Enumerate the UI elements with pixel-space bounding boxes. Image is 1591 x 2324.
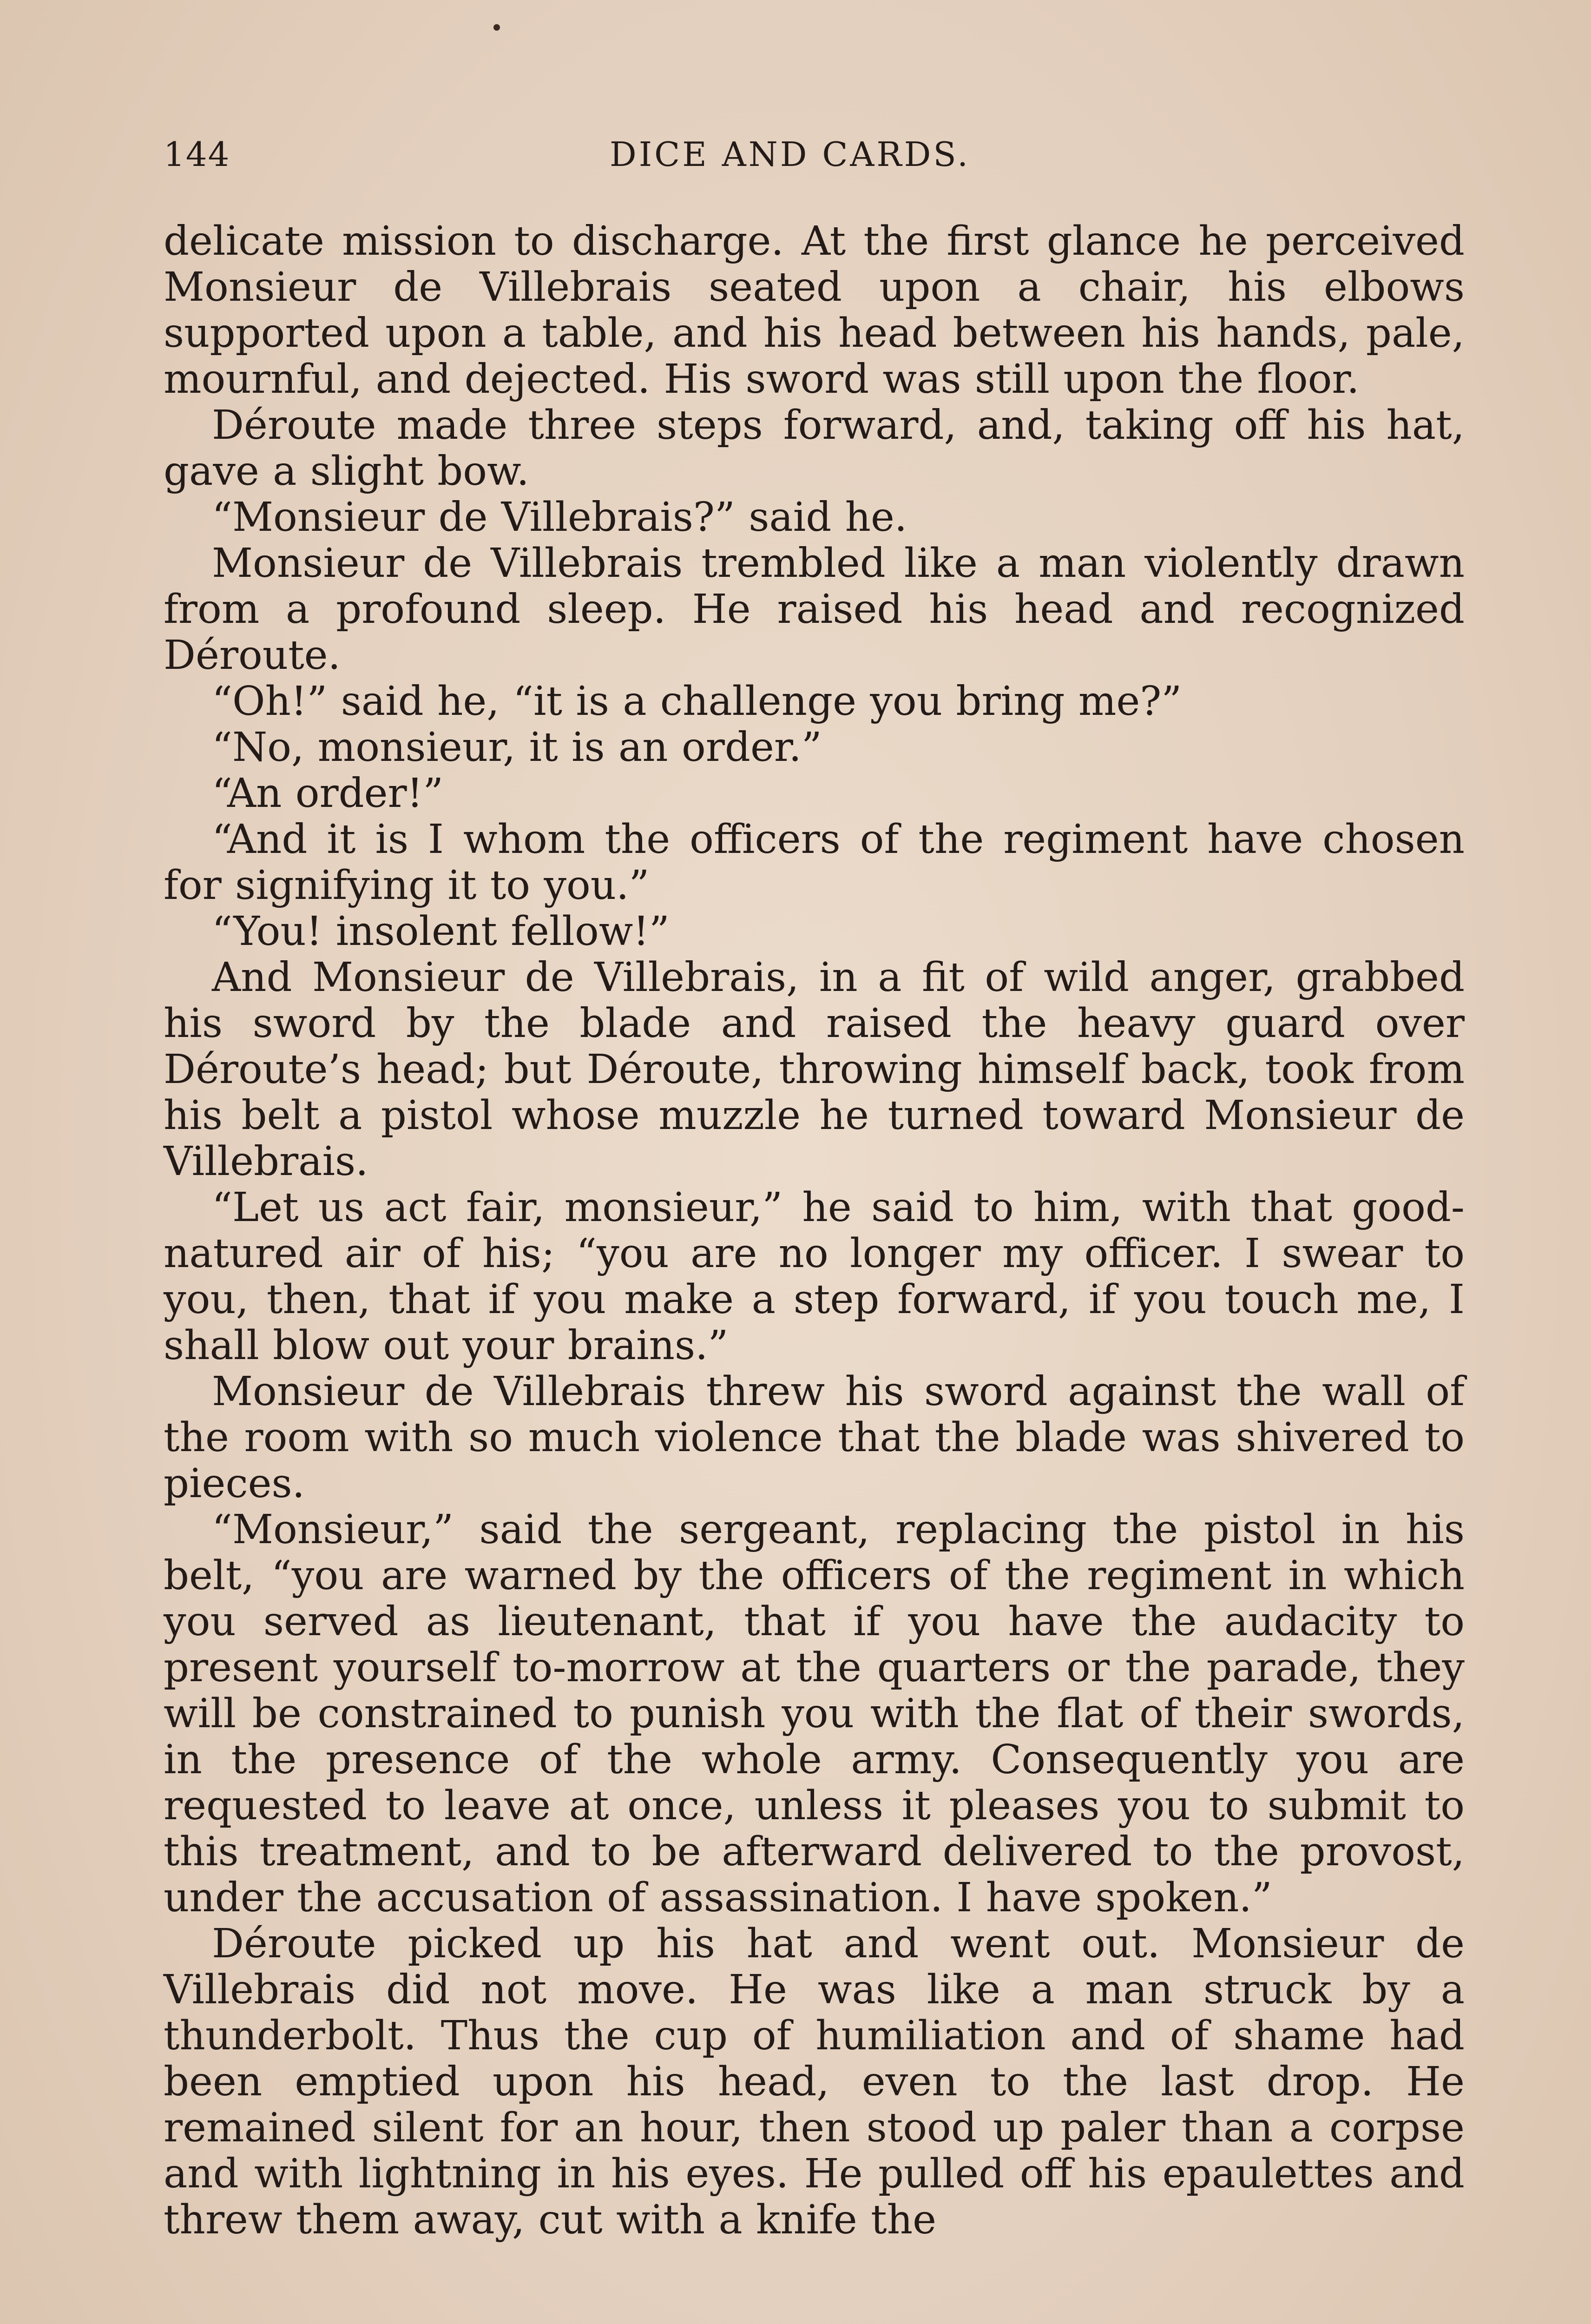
- paragraph: “Monsieur,” said the sergeant, replacing the pistol in his belt, “you are warned by the officers of the regiment in which you served as lieutenant, that if you have the audacity to present yourself to-morrow at the quarters or the parade, they will be constrained to punish you with the flat of their swords, in the presence of the whole army. Consequently you are requested to leave at once, unless it pleases you to submit to this treatment, and to be afterward delivered to the provost, under the accusation of assassination. I have spoken.”: [164, 1506, 1465, 1921]
- paragraph: Monsieur de Villebrais trembled like a man violently drawn from a profound sleep. He raised his head and recognized Déroute.: [164, 540, 1465, 679]
- paragraph: delicate mission to discharge. At the first glance he perceived Monsieur de Villebrais seated upon a chair, his elbows supported upon a table, and his head between his hands, pale, mournful, and dejected. His sword was still upon the floor.: [164, 218, 1465, 403]
- paragraph: “And it is I whom the officers of the regiment have chosen for signifying it to you.”: [164, 816, 1465, 909]
- paragraph: “Oh!” said he, “it is a challenge you bring me?”: [212, 678, 1182, 725]
- running-title: DICE AND CARDS.: [610, 135, 970, 174]
- paragraph: “An order!”: [212, 770, 444, 817]
- paragraph: And Monsieur de Villebrais, in a fit of wild anger, grabbed his sword by the blade and raised the heavy guard over Déroute’s head; but Déroute, throwing himself back, took from his belt a pistol whose muzzle he turned toward Monsieur de Villebrais.: [164, 954, 1465, 1185]
- paragraph: Monsieur de Villebrais threw his sword against the wall of the room with so much violence that the blade was shivered to pieces.: [164, 1368, 1465, 1507]
- paragraph: “No, monsieur, it is an order.”: [212, 724, 822, 771]
- ink-speck: [493, 24, 500, 31]
- paragraph: “Let us act fair, monsieur,” he said to him, with that good-natured air of his; “you are no longer my officer. I swear to you, then, that if you make a step forward, if you touch me, I shall blow out your brains.”: [164, 1184, 1465, 1369]
- page-number: 144: [164, 135, 230, 174]
- paragraph: Déroute made three steps forward, and, taking off his hat, gave a slight bow.: [164, 402, 1465, 495]
- paragraph: “You! insolent fellow!”: [212, 908, 670, 955]
- paragraph: Déroute picked up his hat and went out. Monsieur de Villebrais did not move. He was like a man struck by a thunderbolt. Thus the cup of humiliation and of shame had been emptied upon his head, even to the last drop. He remained silent for an hour, then stood up paler than a corpse and with lightning in his eyes. He pulled off his epaulettes and threw them away, cut with a knife the: [164, 1921, 1465, 2243]
- body-text: [164, 218, 1465, 2243]
- running-head: [164, 135, 1465, 186]
- paragraph: “Monsieur de Villebrais?” said he.: [212, 494, 907, 541]
